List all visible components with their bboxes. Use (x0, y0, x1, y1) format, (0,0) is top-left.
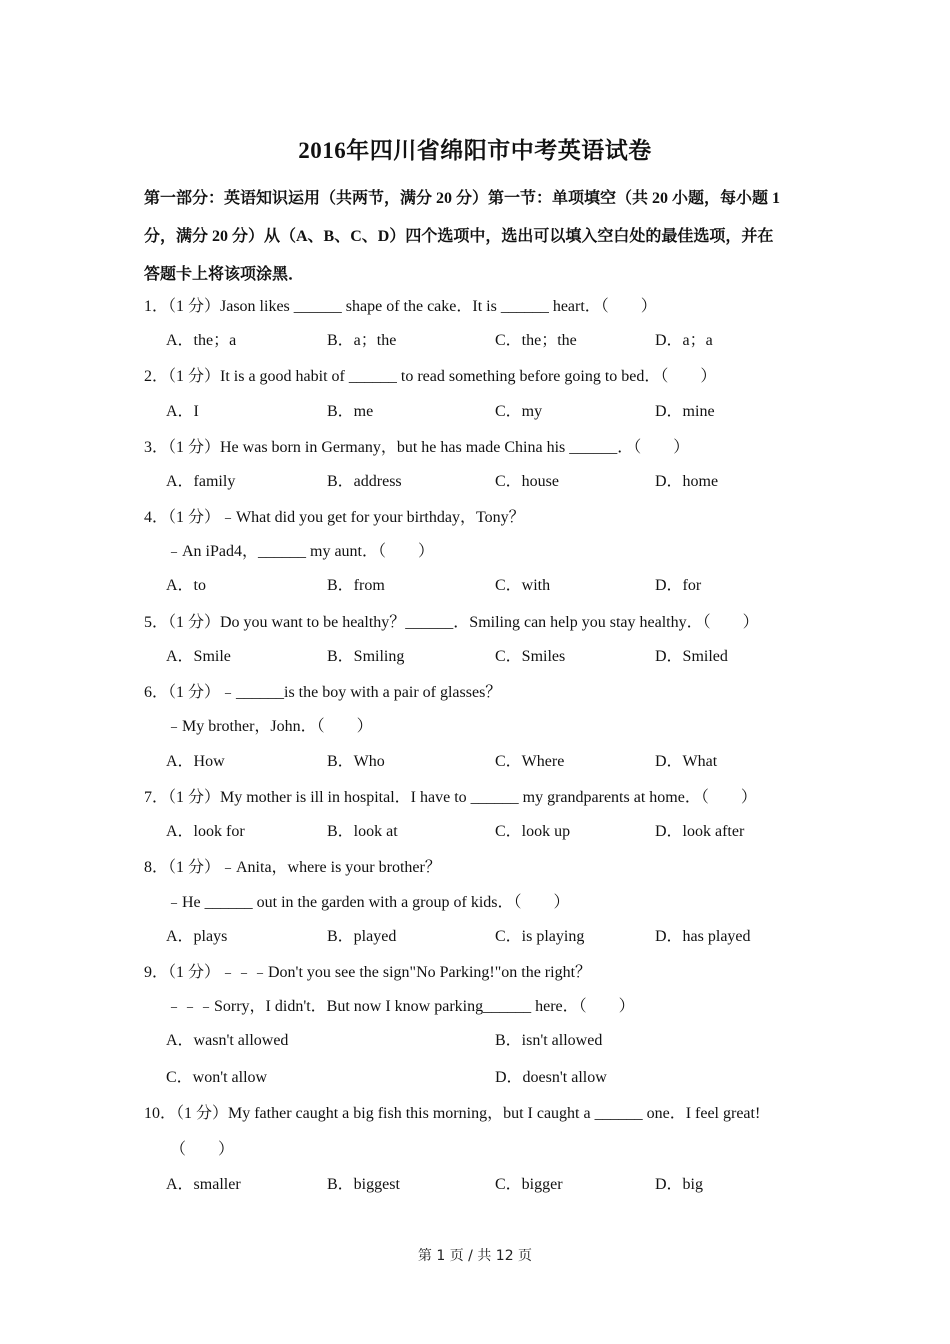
question-10-stem: 10．（1 分）My father caught a big fish this morning，but I caught a ______ one．I feel great! (144, 1105, 761, 1122)
question-10-answer-bracket: （ ） (170, 1141, 235, 1158)
question-10-option-b[interactable]: B．biggest (327, 1176, 400, 1193)
question-6-stem: 6．（1 分）﹣______is the boy with a pair of glasses？ (144, 684, 502, 701)
question-1-option-c[interactable]: C．the；the (495, 332, 577, 349)
question-3-option-c[interactable]: C．house (495, 473, 560, 490)
question-2-stem: 2．（1 分）It is a good habit of ______ to read something before going to bed．（ ） (144, 368, 717, 385)
question-4-stem-line-2: ﹣An iPad4，______ my aunt．（ ） (166, 543, 434, 560)
question-4-option-b[interactable]: B．from (327, 577, 385, 594)
question-8-option-a[interactable]: A．plays (166, 928, 228, 945)
question-4-option-a[interactable]: A．to (166, 577, 207, 594)
question-10-option-c[interactable]: C．bigger (495, 1176, 563, 1193)
question-3-stem: 3．（1 分）He was born in Germany，but he has made China his ______．（ ） (144, 439, 690, 456)
question-10-option-d[interactable]: D．big (655, 1176, 704, 1193)
question-2-option-c[interactable]: C．my (495, 403, 543, 420)
question-10-option-a[interactable]: A．smaller (166, 1176, 241, 1193)
section-instructions-line-1: 第一部分：英语知识运用（共两节，满分 20 分）第一节：单项填空（共 20 小题，每小题 1 (144, 190, 781, 207)
question-6-option-d[interactable]: D．What (655, 753, 718, 770)
question-2-option-d[interactable]: D．mine (655, 403, 715, 420)
section-instructions-line-3: 答题卡上将该项涂黑． (144, 266, 305, 283)
section-instructions-line-2: 分，满分 20 分）从（A、B、C、D）四个选项中，选出可以填入空白处的最佳选项，并在 (144, 228, 774, 245)
question-8-option-d[interactable]: D．has played (655, 928, 751, 945)
question-9-option-a[interactable]: A．wasn't allowed (166, 1032, 289, 1049)
question-5-stem: 5．（1 分）Do you want to be healthy？______．Smiling can help you stay healthy．（ ） (144, 614, 759, 631)
question-4-option-d[interactable]: D．for (655, 577, 702, 594)
question-7-option-c[interactable]: C．look up (495, 823, 571, 840)
question-9-option-d[interactable]: D．doesn't allow (495, 1069, 607, 1086)
question-8-option-b[interactable]: B．played (327, 928, 397, 945)
question-4-option-c[interactable]: C．with (495, 577, 551, 594)
question-1-option-b[interactable]: B．a；the (327, 332, 397, 349)
question-7-option-b[interactable]: B．look at (327, 823, 398, 840)
question-6-option-b[interactable]: B．Who (327, 753, 385, 770)
question-1-stem: 1．（1 分）Jason likes ______ shape of the cake．It is ______ heart．（ ） (144, 298, 657, 315)
question-6-stem-line-2: ﹣My brother，John．（ ） (166, 718, 373, 735)
question-7-option-d[interactable]: D．look after (655, 823, 745, 840)
question-7-option-a[interactable]: A．look for (166, 823, 245, 840)
question-7-stem: 7．（1 分）My mother is ill in hospital．I have to ______ my grandparents at home．（ ） (144, 789, 757, 806)
question-9-stem-line-2: ﹣﹣﹣Sorry，I didn't．But now I know parking______ here．（ ） (166, 998, 635, 1015)
question-1-option-d[interactable]: D．a；a (655, 332, 713, 349)
question-4-stem: 4．（1 分）﹣What did you get for your birthday，Tony？ (144, 509, 525, 526)
question-8-stem: 8．（1 分）﹣Anita，where is your brother？ (144, 859, 441, 876)
question-2-option-a[interactable]: A．I (166, 403, 199, 420)
question-8-stem-line-2: ﹣He ______ out in the garden with a group of kids．（ ） (166, 894, 570, 911)
question-3-option-d[interactable]: D．home (655, 473, 719, 490)
question-5-option-c[interactable]: C．Smiles (495, 648, 566, 665)
question-5-option-b[interactable]: B．Smiling (327, 648, 405, 665)
question-1-option-a[interactable]: A．the；a (166, 332, 237, 349)
question-2-option-b[interactable]: B．me (327, 403, 374, 420)
question-9-option-c[interactable]: C．won't allow (166, 1069, 268, 1086)
question-8-option-c[interactable]: C．is playing (495, 928, 585, 945)
question-3-option-b[interactable]: B．address (327, 473, 402, 490)
question-6-option-a[interactable]: A．How (166, 753, 225, 770)
page-footer: 第 1 页 / 共 12 页 (417, 1248, 533, 1264)
question-5-option-a[interactable]: A．Smile (166, 648, 231, 665)
question-9-option-b[interactable]: B．isn't allowed (495, 1032, 603, 1049)
question-5-option-d[interactable]: D．Smiled (655, 648, 728, 665)
question-9-stem: 9．（1 分）﹣﹣﹣Don't you see the sign"No Parking!"on the right？ (144, 964, 592, 981)
question-3-option-a[interactable]: A．family (166, 473, 236, 490)
question-6-option-c[interactable]: C．Where (495, 753, 565, 770)
exam-title: 2016年四川省绵阳市中考英语试卷 (298, 138, 652, 163)
